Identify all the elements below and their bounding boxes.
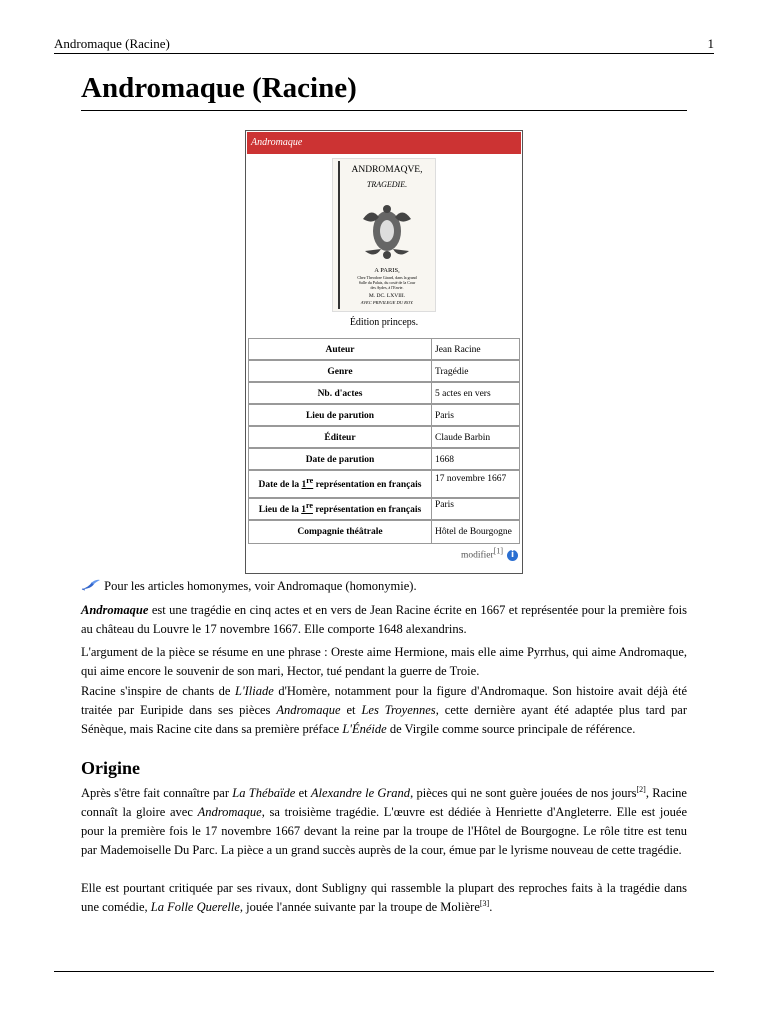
footnote-ref[interactable]: [3] bbox=[479, 898, 490, 908]
work-title: Les Troyennes bbox=[361, 703, 436, 717]
work-title: Andromaque bbox=[81, 603, 149, 617]
origine-paragraph bbox=[81, 784, 687, 860]
link-text: 1 bbox=[301, 505, 306, 515]
infobox-label: Nb. d'actes bbox=[249, 383, 432, 403]
infobox-label bbox=[249, 499, 432, 519]
paragraph-text: Elle est pourtant critiquée par ses rivaux, dont Subligny qui rassemble la plupart des reproches faits à la tragédie dans une comédie, bbox=[81, 881, 687, 914]
infobox-value: Paris bbox=[435, 500, 454, 510]
paragraph-text: , cette dernière ayant été adaptée plus tard par Sénèque, mais Racine cite dans sa première préface bbox=[81, 703, 687, 736]
sources-paragraph bbox=[81, 682, 687, 739]
infobox-label: Auteur bbox=[249, 339, 432, 359]
critique-paragraph bbox=[81, 879, 687, 917]
infobox-footer bbox=[460, 546, 518, 561]
header-divider bbox=[54, 53, 714, 54]
infobox-label: Genre bbox=[249, 361, 432, 381]
infobox-row bbox=[248, 426, 520, 448]
infobox-value: Hôtel de Bourgogne bbox=[435, 527, 512, 537]
infobox-value: Tragédie bbox=[435, 367, 469, 377]
label-text: Lieu de la bbox=[258, 505, 302, 515]
infobox-label: Éditeur bbox=[249, 427, 432, 447]
infobox-row bbox=[248, 448, 520, 470]
work-title: Alexandre le Grand bbox=[310, 786, 411, 800]
info-icon[interactable]: i bbox=[507, 550, 518, 561]
label-text: représentation en français bbox=[312, 505, 422, 515]
infobox-row bbox=[248, 498, 520, 520]
paragraph-text: est une tragédie en cinq actes et en vers de Jean Racine écrite en 1667 et représentée pour la première fois au château du Louvre le 17 novembre 1667. Elle comporte 1648 alexandrins. bbox=[81, 603, 687, 636]
cover-title: ANDROMAQVE, bbox=[351, 165, 423, 175]
cover-year: M. DC. LXVIII. bbox=[368, 293, 406, 299]
infobox-row bbox=[248, 470, 520, 498]
ordinal-suffix: re bbox=[306, 475, 314, 485]
paragraph-text: Racine s'inspire de chants de bbox=[81, 684, 235, 698]
infobox-value: 5 actes en vers bbox=[435, 389, 491, 399]
paragraph-text: de Virgile comme source principale de référence. bbox=[386, 722, 636, 736]
representation-link[interactable] bbox=[301, 500, 313, 515]
infobox-row bbox=[248, 338, 520, 360]
image-caption: Édition princeps. bbox=[349, 317, 419, 328]
infobox-row bbox=[248, 382, 520, 404]
label-text: Date de la bbox=[258, 480, 302, 490]
work-title: Andromaque bbox=[197, 805, 262, 819]
work-title: L'Iliade bbox=[235, 684, 274, 698]
paragraph-text: , pièces qui ne sont guère jouées de nos jours bbox=[410, 786, 637, 800]
title-divider bbox=[81, 110, 687, 111]
label-text: représentation en français bbox=[313, 480, 422, 490]
printer-ornament bbox=[363, 205, 411, 259]
work-title: La Thébaïde bbox=[232, 786, 296, 800]
infobox-label: Date de parution bbox=[249, 449, 432, 469]
work-title: La Folle Querelle bbox=[150, 900, 240, 914]
paragraph-text: , jouée l'année suivante par la troupe de Molière bbox=[239, 900, 480, 914]
representation-link[interactable] bbox=[301, 475, 314, 490]
link-text: 1 bbox=[301, 480, 307, 490]
infobox-value: 17 novembre 1667 bbox=[435, 474, 507, 484]
cover-privilege: AVEC PRIVILEGE DU ROY. bbox=[360, 300, 414, 305]
footnote-ref[interactable]: [2] bbox=[636, 784, 646, 794]
cover-place: A PARIS, bbox=[374, 267, 400, 274]
disambiguation-icon bbox=[81, 579, 101, 591]
homonymy-note bbox=[81, 577, 687, 596]
intro-paragraph bbox=[81, 601, 687, 639]
page-title: Andromaque (Racine) bbox=[81, 72, 357, 104]
cover-subtitle: TRAGEDIE. bbox=[366, 180, 408, 189]
work-title: L'Énéide bbox=[342, 722, 387, 736]
infobox-value: Claude Barbin bbox=[435, 433, 491, 443]
paragraph-text: et bbox=[295, 786, 311, 800]
paragraph-text: et bbox=[340, 703, 362, 717]
work-title: Andromaque bbox=[276, 703, 341, 717]
footer-divider bbox=[54, 971, 714, 972]
cover-publisher-line: Salle du Palais, du costé de la Cour bbox=[358, 280, 416, 285]
argument-paragraph: L'argument de la pièce se résume en une phrase : Oreste aime Hermione, mais elle aime Pyrrhus, qui aime Andromaque, qui aime encore le souvenir de son mari, Hector, tué pendant la guerre de Troie. bbox=[81, 645, 687, 678]
infobox-value: Jean Racine bbox=[435, 345, 481, 355]
cover-image bbox=[332, 158, 436, 312]
modify-link[interactable]: modifier bbox=[460, 550, 494, 561]
infobox-row bbox=[248, 520, 520, 544]
paragraph-text: . bbox=[489, 900, 493, 914]
running-title: Andromaque (Racine) bbox=[54, 36, 170, 51]
infobox-label bbox=[249, 471, 432, 497]
paragraph-text: d'Homère, notamment pour la figure d'Andromaque. Son histoire avait déjà été traitée par Euripide dans ses pièces bbox=[81, 684, 687, 717]
cover-publisher-line: des Aydes, à l'Envie. bbox=[370, 285, 404, 290]
infobox-label: Lieu de parution bbox=[249, 405, 432, 425]
paragraph-text: Après s'être fait connaître par bbox=[81, 786, 233, 800]
paragraph-text: , Racine connaît la gloire avec bbox=[81, 786, 687, 819]
infobox-title: Andromaque bbox=[247, 132, 521, 154]
footnote-ref[interactable]: [1] bbox=[493, 546, 503, 556]
page-number: 1 bbox=[707, 36, 714, 51]
infobox-row bbox=[248, 360, 520, 382]
infobox bbox=[245, 130, 523, 574]
infobox-value: 1668 bbox=[435, 455, 454, 465]
cover-publisher-line: Chez Theodore Girard, dans la grand bbox=[357, 275, 417, 280]
homonymy-link[interactable]: Pour les articles homonymes, voir Andromaque (homonymie). bbox=[104, 579, 417, 593]
section-heading-origine: Origine bbox=[81, 758, 140, 778]
infobox-value: Paris bbox=[435, 411, 454, 421]
ordinal-suffix: re bbox=[306, 500, 313, 510]
infobox-row bbox=[248, 404, 520, 426]
running-header bbox=[54, 36, 714, 53]
paragraph-text: , sa troisième tragédie. L'œuvre est dédiée à Henriette d'Angleterre. Elle est jouée pour la première fois le 17 novembre 1667 devant la reine par la troupe de l'Hôtel de Bourgogne. Le rôle titre est tenu par Mademoiselle Du Parc. La pièce a un grand succès auprès de la cour, émue par le lyrisme nouveau de cette tragédie. bbox=[81, 805, 688, 857]
infobox-label: Compagnie théâtrale bbox=[249, 521, 432, 543]
title-page-illustration bbox=[333, 159, 435, 311]
